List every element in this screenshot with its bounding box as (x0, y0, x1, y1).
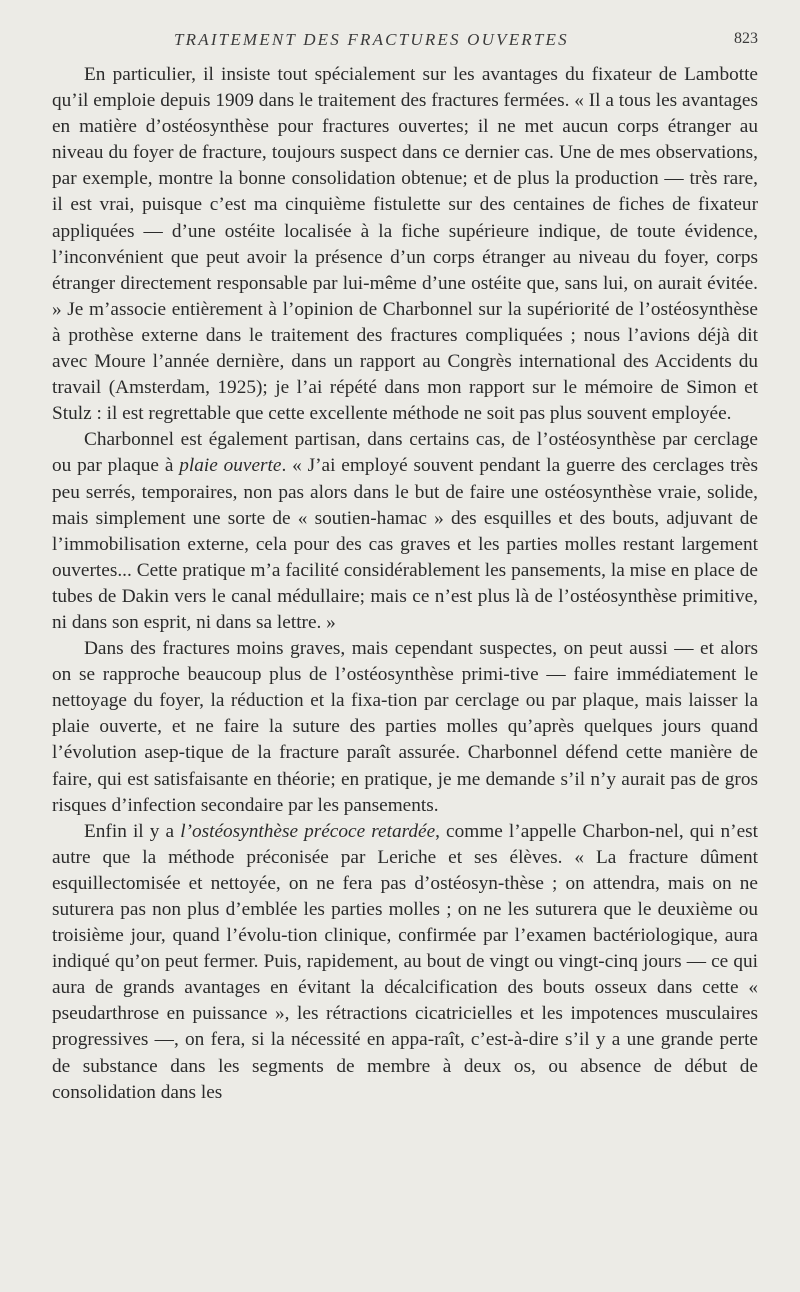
paragraph-text: , comme l’appelle Charbon-nel, qui n’est autre que la méthode préconisée par Leriche et ses élèves. « La fracture dûment esquillectomisée et nettoyée, on ne fera pas d’ostéosyn-thèse ; on attendra, mais on ne suturera pas non plus d’emblée les parties molles ; on ne les suturera que le deuxième ou troisième jour, quand l’évolu-tion clinique, confirmée par l’examen bactériologique, aura indiqué qu’on peut fermer. Puis, rapidement, au bout de vingt ou vingt-cinq jours — ce qui aura de grands avantages en évitant la décalcification des bouts osseux dans cette « pseudarthrose en puissance », les rétractions cicatricielles et les impotences musculaires progressives —, on fera, si la nécessité en appa-raît, c’est-à-dire s’il y a une grande perte de substance dans les segments de membre à deux os, ou absence de début de consolidation dans les (52, 820, 759, 1103)
paragraph-2 (52, 427, 758, 636)
body-text (52, 62, 758, 1106)
page-header (52, 24, 758, 54)
page-number: 823 (734, 30, 758, 47)
running-title: TRAITEMENT DES FRACTURES OUVERTES (174, 30, 569, 49)
paragraph-text: Enfin il y a (84, 820, 181, 842)
paragraph-text: Dans des fractures moins graves, mais cependant suspectes, on peut aussi — et alors on se rapproche beaucoup plus de l’ostéosynthèse primi-tive — faire immédiatement le nettoyage du foyer, la réduction et la fixa-tion par cerclage ou par plaque, mais laisser la plaie ouverte, et ne faire la suture des parties molles qu’après quelques jours quand l’évolution asep-tique de la fracture paraît assurée. Charbonnel défend cette manière de faire, qui est satisfaisante en théorie; en pratique, je me demande s’il n’y aurait pas de gros risques d’infection secondaire par les pansements. (52, 638, 758, 816)
paragraph-text: . « J’ai employé souvent pendant la guerre des cerclages très peu serrés, temporaires, non pas alors dans le but de faire une ostéosynthèse vraie, solide, mais simplement une sorte de « soutien-hamac » des esquilles et des bouts, adjuvant de l’immobilisation externe, cela pour des cas graves et les parties molles restant largement ouvertes... Cette pratique m’a facilité considérablement les pansements, la mise en place de tubes de Dakin vers le canal médullaire; mais ce n’est plus là de l’ostéosynthèse primitive, ni dans son esprit, ni dans sa lettre. » (52, 455, 758, 633)
paragraph-4 (52, 819, 758, 1106)
italic-phrase: plaie ouverte (179, 455, 282, 477)
paragraph-text: En particulier, il insiste tout spécialement sur les avantages du fixateur de Lambotte qu’il emploie depuis 1909 dans le traitement des fractures fermées. « Il a tous les avantages en matière d’ostéosynthèse pour fractures ouvertes; il ne met aucun corps étranger au niveau du foyer de fracture, toujours suspect dans ce dernier cas. Une de mes observations, par exemple, montre la bonne consolidation obtenue; et de plus la production — très rare, il est vrai, puisque c’est ma cinquième fistulette sur des centaines de fiches de fixateur appliquées — d’une ostéite localisée à la fiche supérieure indique, de toute évidence, l’inconvénient que peut avoir la présence d’un corps étranger au niveau du foyer, corps étranger directement responsable par lui-même d’une ostéite que, sans lui, on aurait évitée. » Je m’associe entièrement à l’opinion de Charbonnel sur la supériorité de l’ostéosynthèse à prothèse externe dans le traitement des fractures compliquées ; nous l’avions déjà dit avec Moure l’année dernière, dans un rapport au Congrès international des Accidents du travail (Amsterdam, 1925); je l’ai répété dans mon rapport sur le mémoire de Simon et Stulz : il est regrettable que cette excellente méthode ne soit pas plus souvent employée. (52, 64, 758, 425)
paragraph-3 (52, 636, 758, 819)
paragraph-text: Charbonnel est également partisan, dans certains cas, de l’ostéosynthèse par cerclage ou par plaque à (52, 429, 758, 477)
paragraph-1 (52, 62, 758, 427)
italic-phrase: l’ostéosynthèse précoce retardée (180, 820, 436, 842)
